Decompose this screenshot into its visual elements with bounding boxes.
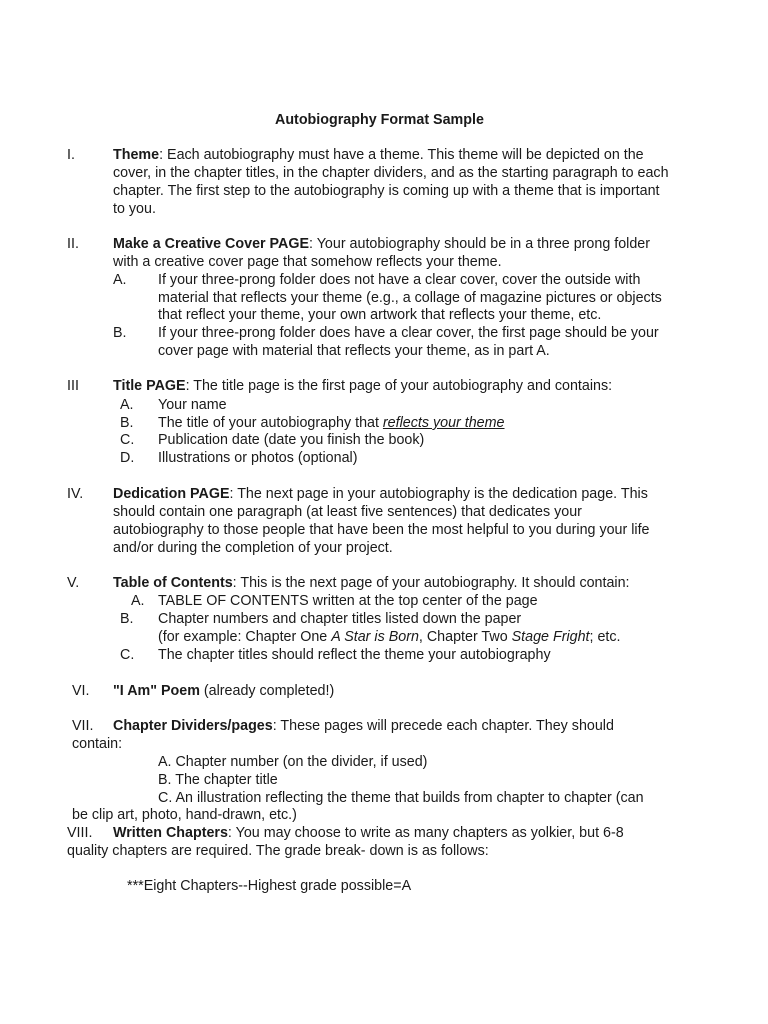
section-4-line-1 (113, 485, 648, 503)
section-8-heading: Written Chapters (113, 825, 228, 841)
section-8-grade-line: ***Eight Chapters--Highest grade possible=A (127, 878, 412, 894)
section-5-example (158, 628, 621, 646)
section-7-line-2: contain: (72, 736, 123, 752)
section-1-line-1 (113, 146, 644, 164)
section-1-line-2: cover, in the chapter titles, in the chapter dividers, and as the starting paragraph to each (113, 165, 669, 181)
section-7-item-a: A. Chapter number (on the divider, if used) (158, 754, 428, 770)
section-1-text: : Each autobiography must have a theme. This theme will be depicted on the (159, 147, 644, 163)
section-2-line-2: with a creative cover page that somehow reflects your theme. (113, 254, 502, 270)
section-7-line-1 (113, 717, 614, 735)
section-6-text: (already completed!) (199, 683, 335, 699)
section-3-b-letter: B. (120, 415, 134, 431)
section-2-b-line-1: If your three-prong folder does have a clear cover, the first page should be your (158, 325, 659, 341)
section-2-a-letter: A. (113, 272, 127, 288)
section-6-line-1 (113, 682, 334, 700)
section-3-line-1 (113, 377, 612, 395)
section-5-example-pre: (for example: Chapter One (158, 629, 332, 645)
section-3-a-text: Your name (158, 397, 227, 413)
section-1-line-3: chapter. The first step to the autobiography is coming up with a theme that is important (113, 183, 660, 199)
section-number-4: IV. (67, 486, 84, 502)
section-5-b-text: Chapter numbers and chapter titles listed down the paper (158, 611, 522, 627)
section-5-a-letter: A. (131, 593, 145, 609)
section-7-heading: Chapter Dividers/pages (113, 718, 273, 734)
section-4-line-4: and/or during the completion of your project. (113, 540, 393, 556)
section-5-heading: Table of Contents (113, 575, 233, 591)
section-7-item-c: C. An illustration reflecting the theme that builds from chapter to chapter (can (158, 790, 644, 806)
section-2-line-1 (113, 235, 650, 253)
section-number-6: VI. (72, 683, 90, 699)
section-5-b-letter: B. (120, 611, 134, 627)
section-8-line-2: quality chapters are required. The grade break- down is as follows: (67, 843, 489, 859)
section-4-text: : The next page in your autobiography is the dedication page. This (229, 486, 648, 502)
section-7-item-b: B. The chapter title (158, 772, 278, 788)
page-title: Autobiography Format Sample (275, 112, 484, 128)
section-number-3: III (67, 378, 79, 394)
section-2-a-line-3: that reflect your theme, your own artwork that reflects your theme, etc. (158, 307, 602, 323)
section-4-heading: Dedication PAGE (113, 486, 230, 502)
section-3-d-text: Illustrations or photos (optional) (158, 450, 358, 466)
section-4-line-3: autobiography to those people that have been the most helpful to you during your life (113, 522, 650, 538)
section-3-b-line (158, 414, 505, 432)
section-5-example-mid: , Chapter Two (418, 629, 512, 645)
section-3-heading: Title PAGE (113, 378, 186, 394)
section-number-2: II. (67, 236, 79, 252)
section-2-text: : Your autobiography should be in a three prong folder (309, 236, 651, 252)
section-7-text: : These pages will precede each chapter. They should (272, 718, 614, 734)
section-5-c-text: The chapter titles should reflect the theme your autobiography (158, 647, 551, 663)
section-5-a-text: TABLE OF CONTENTS written at the top center of the page (158, 593, 538, 609)
section-5-example-em-1: A Star is Born (331, 629, 419, 645)
section-3-text: : The title page is the first page of your autobiography and contains: (185, 378, 613, 394)
section-number-7: VII. (72, 718, 94, 734)
section-3-a-letter: A. (120, 397, 134, 413)
section-3-c-text: Publication date (date you finish the book) (158, 432, 425, 448)
section-3-b-emphasis: reflects your theme (382, 415, 505, 431)
section-5-line-1 (113, 574, 630, 592)
section-3-d-letter: D. (120, 450, 135, 466)
section-8-text: : You may choose to write as many chapters as yolkier, but 6-8 (227, 825, 624, 841)
section-2-b-line-2: cover page with material that reflects your theme, as in part A. (158, 343, 550, 359)
section-5-example-post: ; etc. (589, 629, 621, 645)
section-number-1: I. (67, 147, 75, 163)
section-6-heading: "I Am" Poem (113, 683, 200, 699)
section-2-a-line-2: material that reflects your theme (e.g., a collage of magazine pictures or objects (158, 290, 662, 306)
section-2-heading: Make a Creative Cover PAGE (113, 236, 310, 252)
section-5-c-letter: C. (120, 647, 135, 663)
section-7-item-c-cont: be clip art, photo, hand-drawn, etc.) (72, 807, 297, 823)
section-1-line-4: to you. (113, 201, 156, 217)
section-2-a-line-1: If your three-prong folder does not have a clear cover, cover the outside with (158, 272, 641, 288)
section-8-line-1 (113, 824, 624, 842)
section-4-line-2: should contain one paragraph (at least five sentences) that dedicates your (113, 504, 582, 520)
section-number-8: VIII. (67, 825, 93, 841)
section-3-c-letter: C. (120, 432, 135, 448)
section-2-b-letter: B. (113, 325, 127, 341)
section-number-5: V. (67, 575, 80, 591)
section-5-example-em-2: Stage Fright (511, 629, 590, 645)
section-1-heading: Theme (113, 147, 160, 163)
section-5-text: : This is the next page of your autobiography. It should contain: (232, 575, 630, 591)
section-3-b-text: The title of your autobiography that (158, 415, 383, 431)
